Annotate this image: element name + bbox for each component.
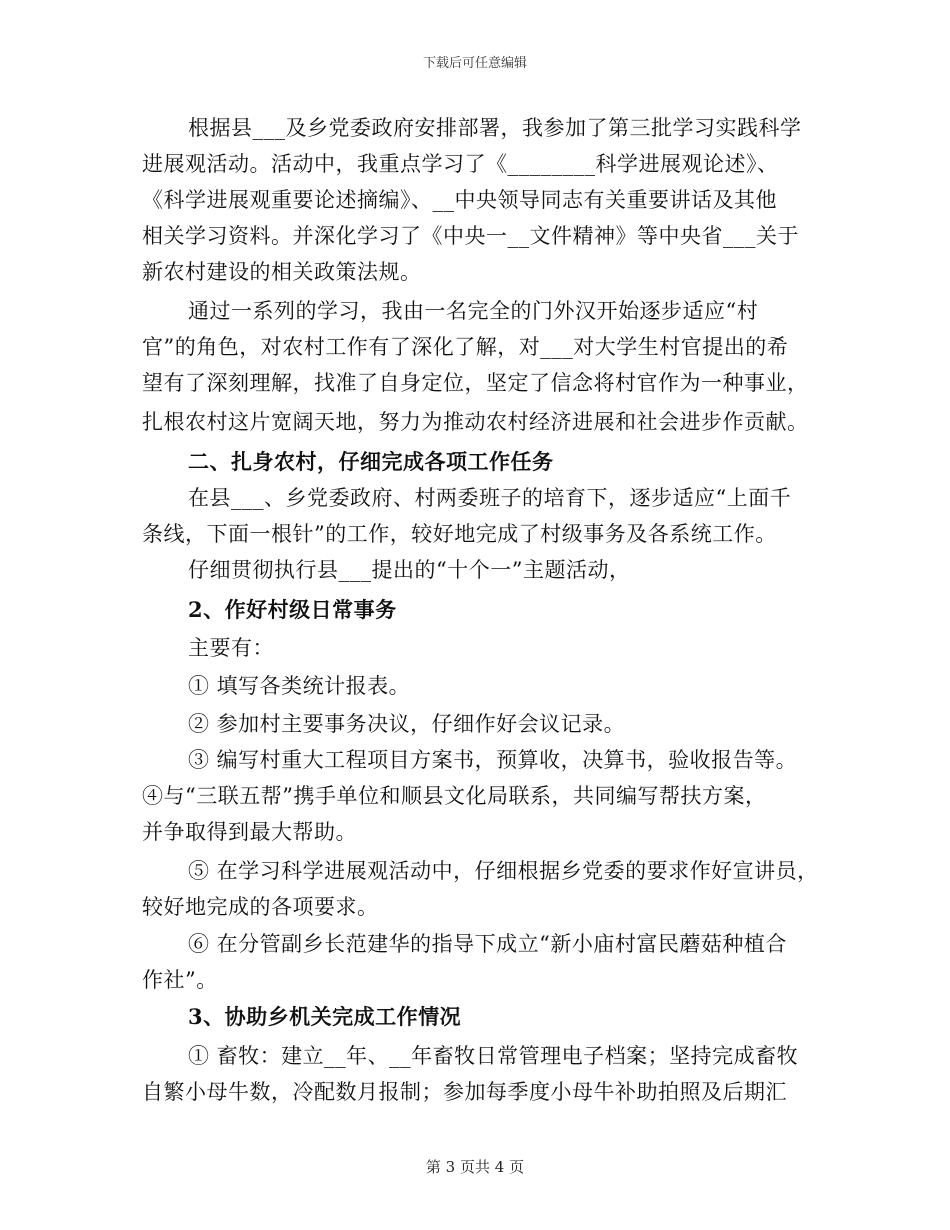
- list-item: ⑤ 在学习科学进展观活动中，仔细根据乡党委的要求作好宣讲员，: [188, 859, 819, 883]
- page-header: 下载后可任意编辑: [422, 56, 527, 71]
- section-heading: 二、扎身农村，仔细完成各项工作任务: [188, 449, 554, 474]
- list-item: ③ 编写村重大工程项目方案书，预算收，决算书，验收报告等。: [188, 748, 798, 772]
- list-item: ⑥ 在分管副乡长范建华的指导下成立“新小庙村富民蘑菇种植合: [188, 932, 787, 956]
- paragraph-line: 扎根农村这片宽阔天地，努力为推动农村经济进展和社会进步作贡献。: [142, 410, 809, 434]
- paragraph-line: 相关学习资料。并深化学习了《中央一__文件精神》等中央省___关于: [142, 224, 799, 248]
- paragraph-line: 官”的角色，对农村工作有了深化了解，对___对大学生村官提出的希: [142, 335, 789, 359]
- subsection-heading: 3、协助乡机关完成工作情况: [188, 1004, 462, 1029]
- list-item: ② 参加村主要事务决议，仔细作好会议记录。: [188, 712, 626, 736]
- paragraph-line: 在县___、乡党委政府、村两委班子的培育下，逐步适应“上面千: [188, 486, 792, 510]
- page-footer: 第 3 页共 4 页: [425, 1158, 525, 1176]
- paragraph-line: 根据县___及乡党委政府安排部署，我参加了第三批学习实践科学: [188, 116, 802, 140]
- paragraph-line: 仔细贯彻执行县___提出的“十个一”主题活动，: [188, 558, 631, 582]
- paragraph-line: 通过一系列的学习，我由一名完全的门外汉开始逐步适应“村: [188, 299, 759, 323]
- list-item: ① 畜牧：建立__年、__年畜牧日常管理电子档案；坚持完成畜牧: [188, 1044, 799, 1068]
- paragraph-line: 主要有：: [188, 636, 274, 660]
- paragraph-line: 自繁小母牛数，冷配数月报制；参加每季度小母牛补助拍照及后期汇: [142, 1080, 787, 1104]
- paragraph-line: 新农村建设的相关政策法规。: [142, 260, 422, 284]
- list-item: ④与“三联五帮”携手单位和顺县文化局联系，共同编写帮扶方案，: [142, 784, 767, 808]
- paragraph-line: 《科学进展观重要论述摘编》、__中央领导同志有关重要讲话及其他: [142, 188, 777, 212]
- subsection-heading: 2、作好村级日常事务: [188, 597, 397, 622]
- paragraph-line: 进展观活动。活动中，我重点学习了《________科学进展观论述》、: [142, 152, 779, 176]
- paragraph-line: 并争取得到最大帮助。: [142, 820, 357, 844]
- paragraph-line: 较好地完成的各项要求。: [142, 895, 379, 919]
- paragraph-line: 条线，下面一根针”的工作，较好地完成了村级事务及各系统工作。: [142, 522, 777, 546]
- paragraph-line: 望有了深刻理解，找准了自身定位，坚定了信念将村官作为一种事业，: [142, 371, 809, 395]
- paragraph-line: 作社”。: [142, 968, 218, 992]
- list-item: ① 填写各类统计报表。: [188, 674, 411, 698]
